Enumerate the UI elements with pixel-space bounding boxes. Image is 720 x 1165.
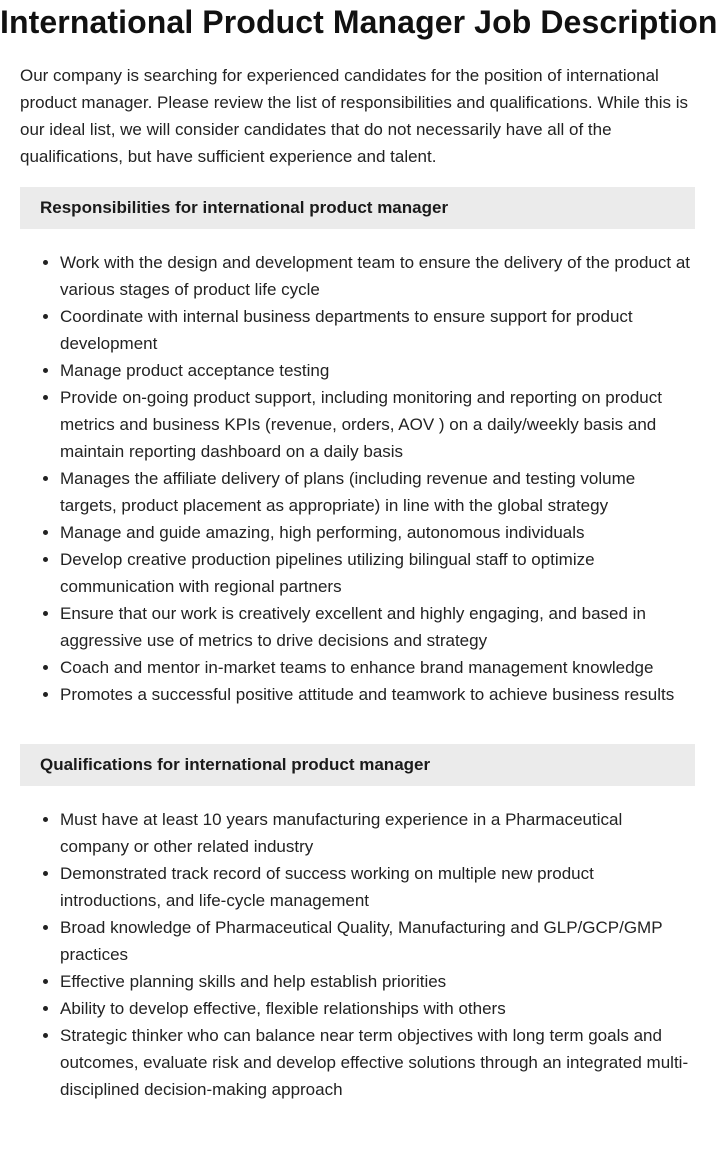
list-item: • Ability to develop effective, flexible relationships with others [60,995,695,1022]
list-item: • Ensure that our work is creatively excellent and highly engaging, and based in aggressive use of metrics to drive decisions and strategy [60,600,695,654]
list-item: • Promotes a successful positive attitude and teamwork to achieve business results [60,681,695,708]
list-item: • Manage product acceptance testing [60,357,695,384]
list-item: • Provide on-going product support, including monitoring and reporting on product metrics and business KPIs (revenue, orders, AOV ) on a daily/weekly basis and maintain reporting dashboard on a daily basis [60,384,695,465]
list-item: • Demonstrated track record of success working on multiple new product introductions, and life-cycle management [60,860,695,914]
list-item: • Develop creative production pipelines utilizing bilingual staff to optimize communication with regional partners [60,546,695,600]
list-item: • Coach and mentor in-market teams to enhance brand management knowledge [60,654,695,681]
list-item: • Strategic thinker who can balance near term objectives with long term goals and outcomes, evaluate risk and develop effective solutions through an integrated multi-disciplined decision-making approach [60,1022,695,1103]
list-item: • Coordinate with internal business departments to ensure support for product development [60,303,695,357]
qualifications-list [20,806,695,1103]
list-item: • Manage and guide amazing, high performing, autonomous individuals [60,519,695,546]
list-item: • Broad knowledge of Pharmaceutical Quality, Manufacturing and GLP/GCP/GMP practices [60,914,695,968]
list-item: • Must have at least 10 years manufacturing experience in a Pharmaceutical company or other related industry [60,806,695,860]
list-item: • Effective planning skills and help establish priorities [60,968,695,995]
section-spacer [0,708,720,727]
intro-paragraph: Our company is searching for experienced candidates for the position of international product manager. Please review the list of responsibilities and qualifications. While this is our ideal list, we will consider candidates that do not necessarily have all of the qualifications, but have sufficient experience and talent. [20,66,689,166]
list-item: • Work with the design and development team to ensure the delivery of the product at various stages of product life cycle [60,249,695,303]
responsibilities-heading: Responsibilities for international product manager [20,187,695,229]
responsibilities-list [20,249,695,708]
qualifications-heading: Qualifications for international product manager [20,744,695,786]
page-title: International Product Manager Job Description [0,4,718,40]
list-item: • Manages the affiliate delivery of plans (including revenue and testing volume targets, product placement as appropriate) in line with the global strategy [60,465,695,519]
